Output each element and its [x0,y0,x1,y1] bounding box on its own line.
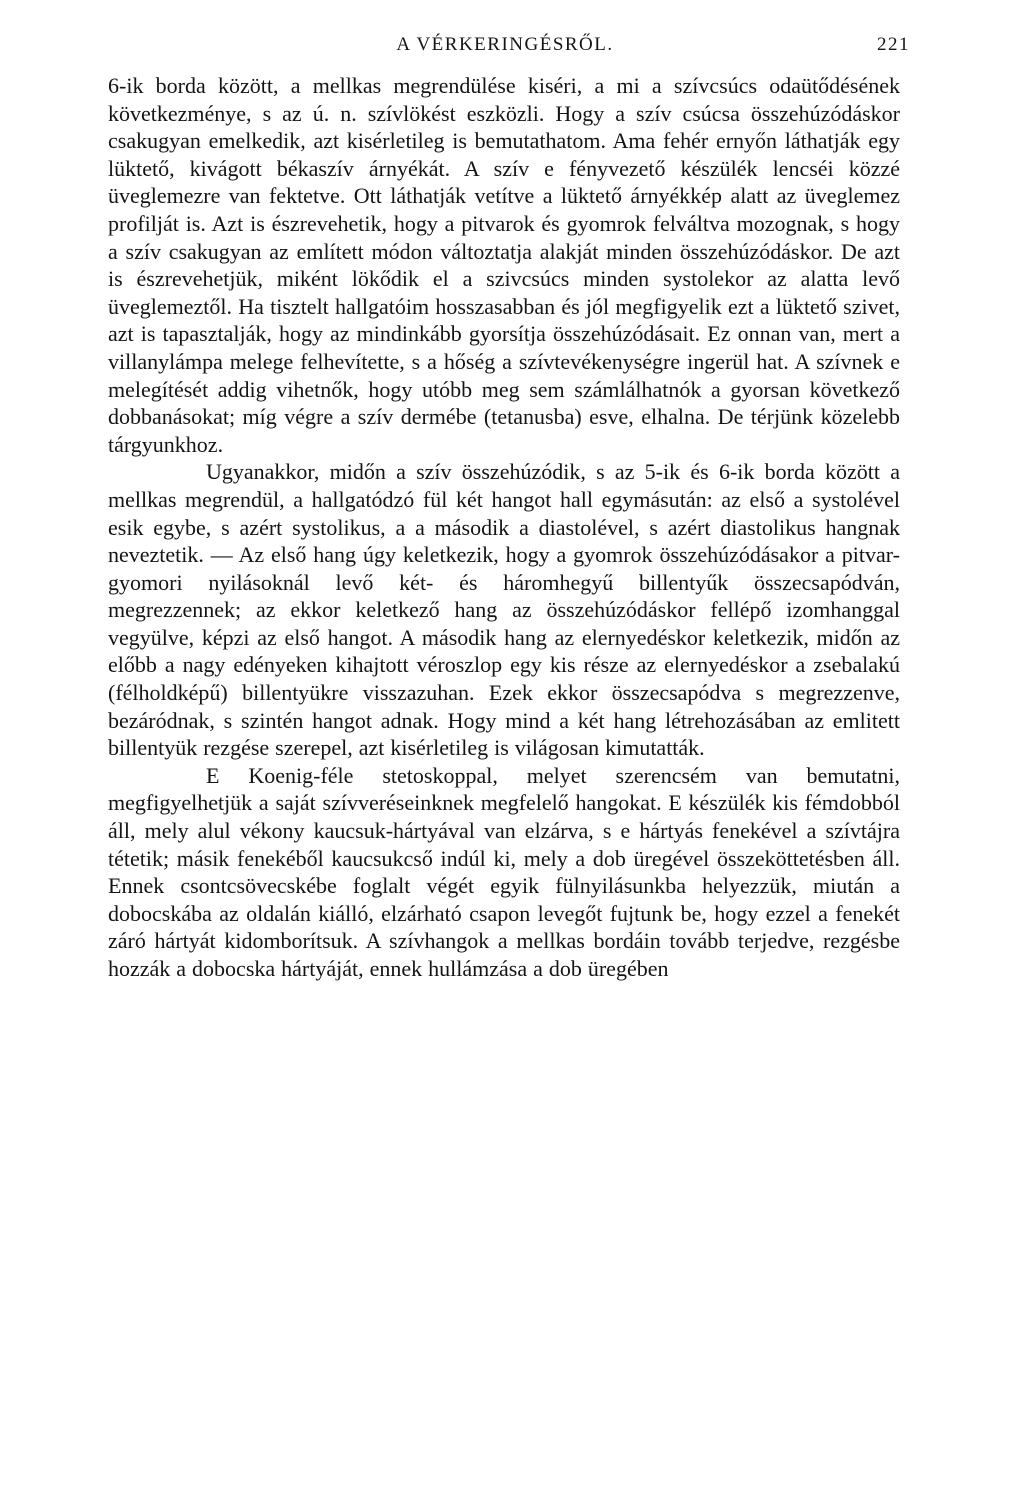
running-title: A VÉRKERINGÉSRŐL. [396,34,614,55]
running-head [100,30,910,60]
paragraph-2: Ugyanakkor, midőn a szív összehúzódik, s az 5-ik és 6-ik borda között a mellkas megrendül, a hallgatódzó fül két hangot hall egymásután: az első a systolével esik egybe, s azért systolikus, a a második a diastolével, s azért diastolikus hangnak neveztetik. — Az első hang úgy keletkezik, hogy a gyomrok összehúzódásakor a pitvar-gyomori nyilásoknál levő két- és háromhegyű billentyűk összecsapódván, megrezzennek; az ekkor keletkező hang az összehúzódáskor fellépő izomhanggal vegyülve, képzi az első hangot. A második hang az elernyedéskor keletkezik, midőn az előbb a nagy edényeken kihajtott véroszlop egy kis része az elernyedéskor a zsebalakú (félholdképű) billentyükre visszazuhan. Ezek ekkor összecsapódva s megrezzenve, bezáródnak, s szintén hangot adnak. Hogy mind a két hang létrehozásában az emlitett billentyük rezgése szerepel, azt kisérletileg is világosan kimutatták. [108,459,900,761]
paragraph-1: 6-ik borda között, a mellkas megrendülése kiséri, a mi a szívcsúcs odaütődésének következménye, s az ú. n. szívlökést eszközli. Hogy a szív csúcsa összehúzódáskor csakugyan emelkedik, azt kisérletileg is bemutathatom. Ama fehér ernyőn láthatják egy lüktető, kivágott békaszív árnyékát. A szív e fényvezető készülék lencséi közzé üveglemezre van fektetve. Ott láthatják vetítve a lüktető árnyékkép alatt az üveglemez profilját is. Azt is észrevehetik, hogy a pitvarok és gyomrok felváltva mozognak, s hogy a szív csakugyan az említett módon változtatja alakját minden összehúzódáskor. De azt is észrevehetjük, miként lökődik el a szivcsúcs minden systolekor az alatta levő üveglemeztől. Ha tisztelt hallgatóim hosszasabban és jól megfigyelik ezt a lüktető szivet, azt is tapasztalják, hogy az mindinkább gyorsítja összehúzódásait. Ez onnan van, mert a villanylámpa melege felhevítette, s a hőség a szívtevékenységre ingerül hat. A szívnek e melegítését addig vihetnők, hogy utóbb meg sem számlálhatnók a gyorsan következő dobbanásokat; míg végre a szív dermébe (tetanusba) esve, elhalna. De térjünk közelebb tárgyunkhoz. [108,73,900,457]
body-text [108,72,900,983]
paragraph-3: E Koenig-féle stetoskoppal, melyet szerencsém van bemutatni, megfigyelhetjük a saját szívveréseinknek megfelelő hangokat. E készülék kis fémdobból áll, mely alul vékony kaucsuk-hártyával van elzárva, s e hártyás fenekével a szívtájra tétetik; másik fenekéből kaucsukcső indúl ki, mely a dob üregével összeköttetésben áll. Ennek csontcsövecskébe foglalt végét egyik fülnyilásunkba helyezzük, miután a dobocskába az oldalán kiálló, elzárható csapon levegőt fujtunk be, hogy ezzel a fenekét záró hártyát kidomborítsuk. A szívhangok a mellkas bordáin tovább terjedve, rezgésbe hozzák a dobocska hártyáját, ennek hullámzása a dob üregében [108,762,900,981]
page-number: 221 [877,34,910,55]
